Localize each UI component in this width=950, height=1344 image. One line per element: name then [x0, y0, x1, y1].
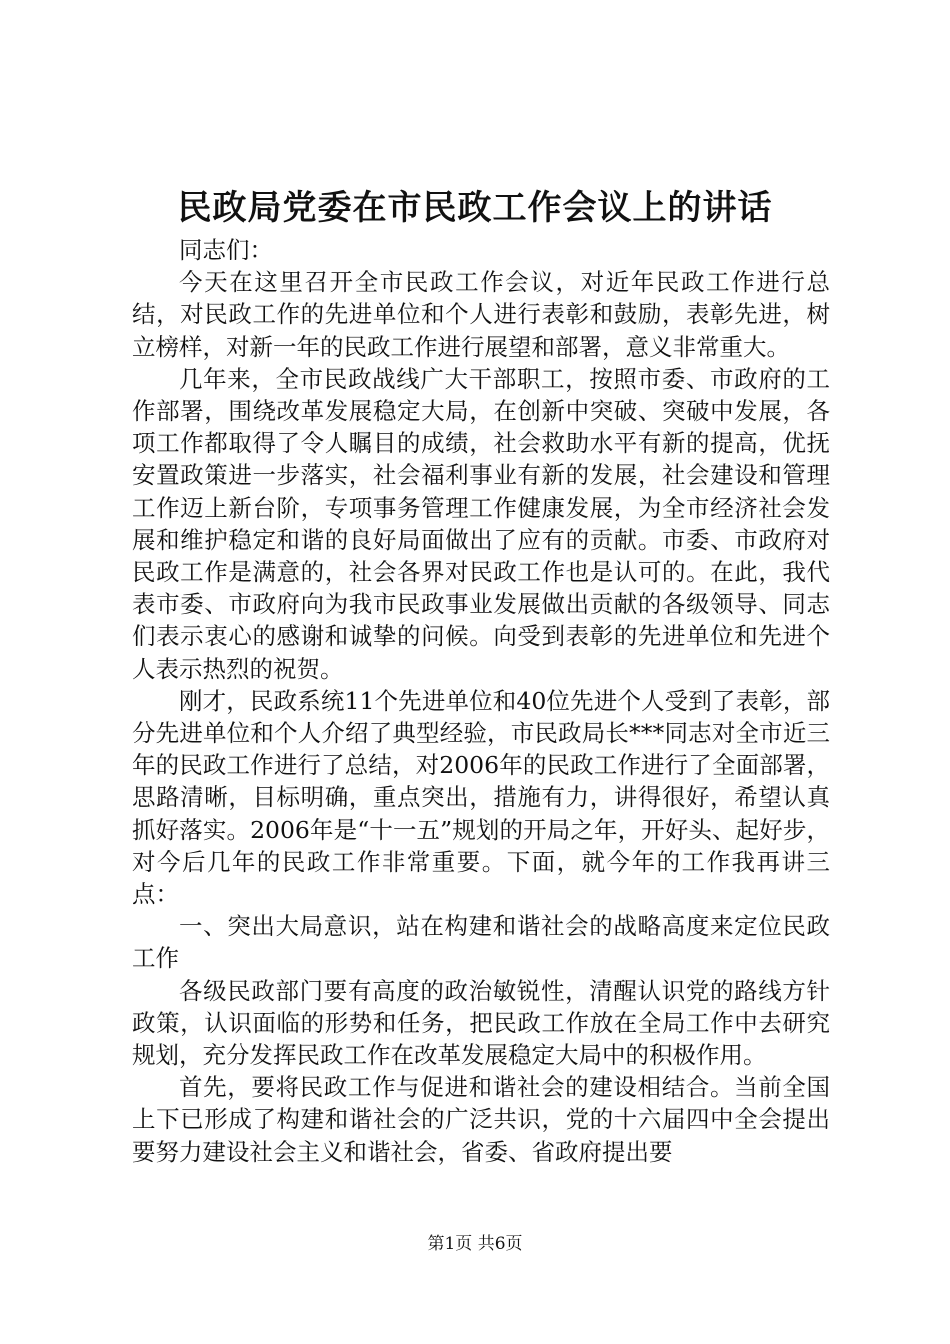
section-heading-1: 一、突出大局意识，站在构建和谐社会的战略高度来定位民政工作	[132, 912, 830, 973]
paragraph-commendation: 刚才，民政系统11个先进单位和40位先进个人受到了表彰，部分先进单位和个人介绍了典型经验，市民政局长***同志对全市近三年的民政工作进行了总结，对2006年的民政工作进行了全面部署，思路清晰，目标明确，重点突出，措施有力，讲得很好，希望认真抓好落实。2006年是“十一五”规划的开局之年，开好头、起好步，对今后几年的民政工作非常重要。下面，就今年的工作我再讲三点：	[132, 686, 830, 909]
paragraph-intro: 今天在这里召开全市民政工作会议，对近年民政工作进行总结，对民政工作的先进单位和个人进行表彰和鼓励，表彰先进，树立榜样，对新一年的民政工作进行展望和部署，意义非常重大。	[132, 268, 830, 361]
page-footer: 第1页 共6页	[427, 1234, 523, 1254]
paragraph-achievements: 几年来，全市民政战线广大干部职工，按照市委、市政府的工作部署，围绕改革发展稳定大局，在创新中突破、突破中发展，各项工作都取得了令人瞩目的成绩，社会救助水平有新的提高，优抚安置政策进一步落实，社会福利事业有新的发展，社会建设和管理工作迈上新台阶，专项事务管理工作健康发展，为全市经济社会发展和维护稳定和谐的良好局面做出了应有的贡献。市委、市政府对民政工作是满意的，社会各界对民政工作也是认可的。在此，我代表市委、市政府向为我市民政事业发展做出贡献的各级领导、同志们表示衷心的感谢和诚挚的问候。向受到表彰的先进单位和先进个人表示热烈的祝贺。	[132, 364, 830, 683]
document-body	[132, 234, 830, 1168]
salutation: 同志们：	[179, 236, 273, 264]
paragraph-political-awareness: 各级民政部门要有高度的政治敏锐性，清醒认识党的路线方针政策，认识面临的形势和任务，把民政工作放在全局工作中去研究规划，充分发挥民政工作在改革发展稳定大局中的积极作用。	[132, 976, 830, 1070]
document-title: 民政局党委在市民政工作会议上的讲话	[177, 188, 773, 228]
paragraph-harmonious-society: 首先，要将民政工作与促进和谐社会的建设相结合。当前全国上下已形成了构建和谐社会的广泛共识，党的十六届四中全会提出要努力建设社会主义和谐社会，省委、省政府提出要	[132, 1073, 830, 1166]
